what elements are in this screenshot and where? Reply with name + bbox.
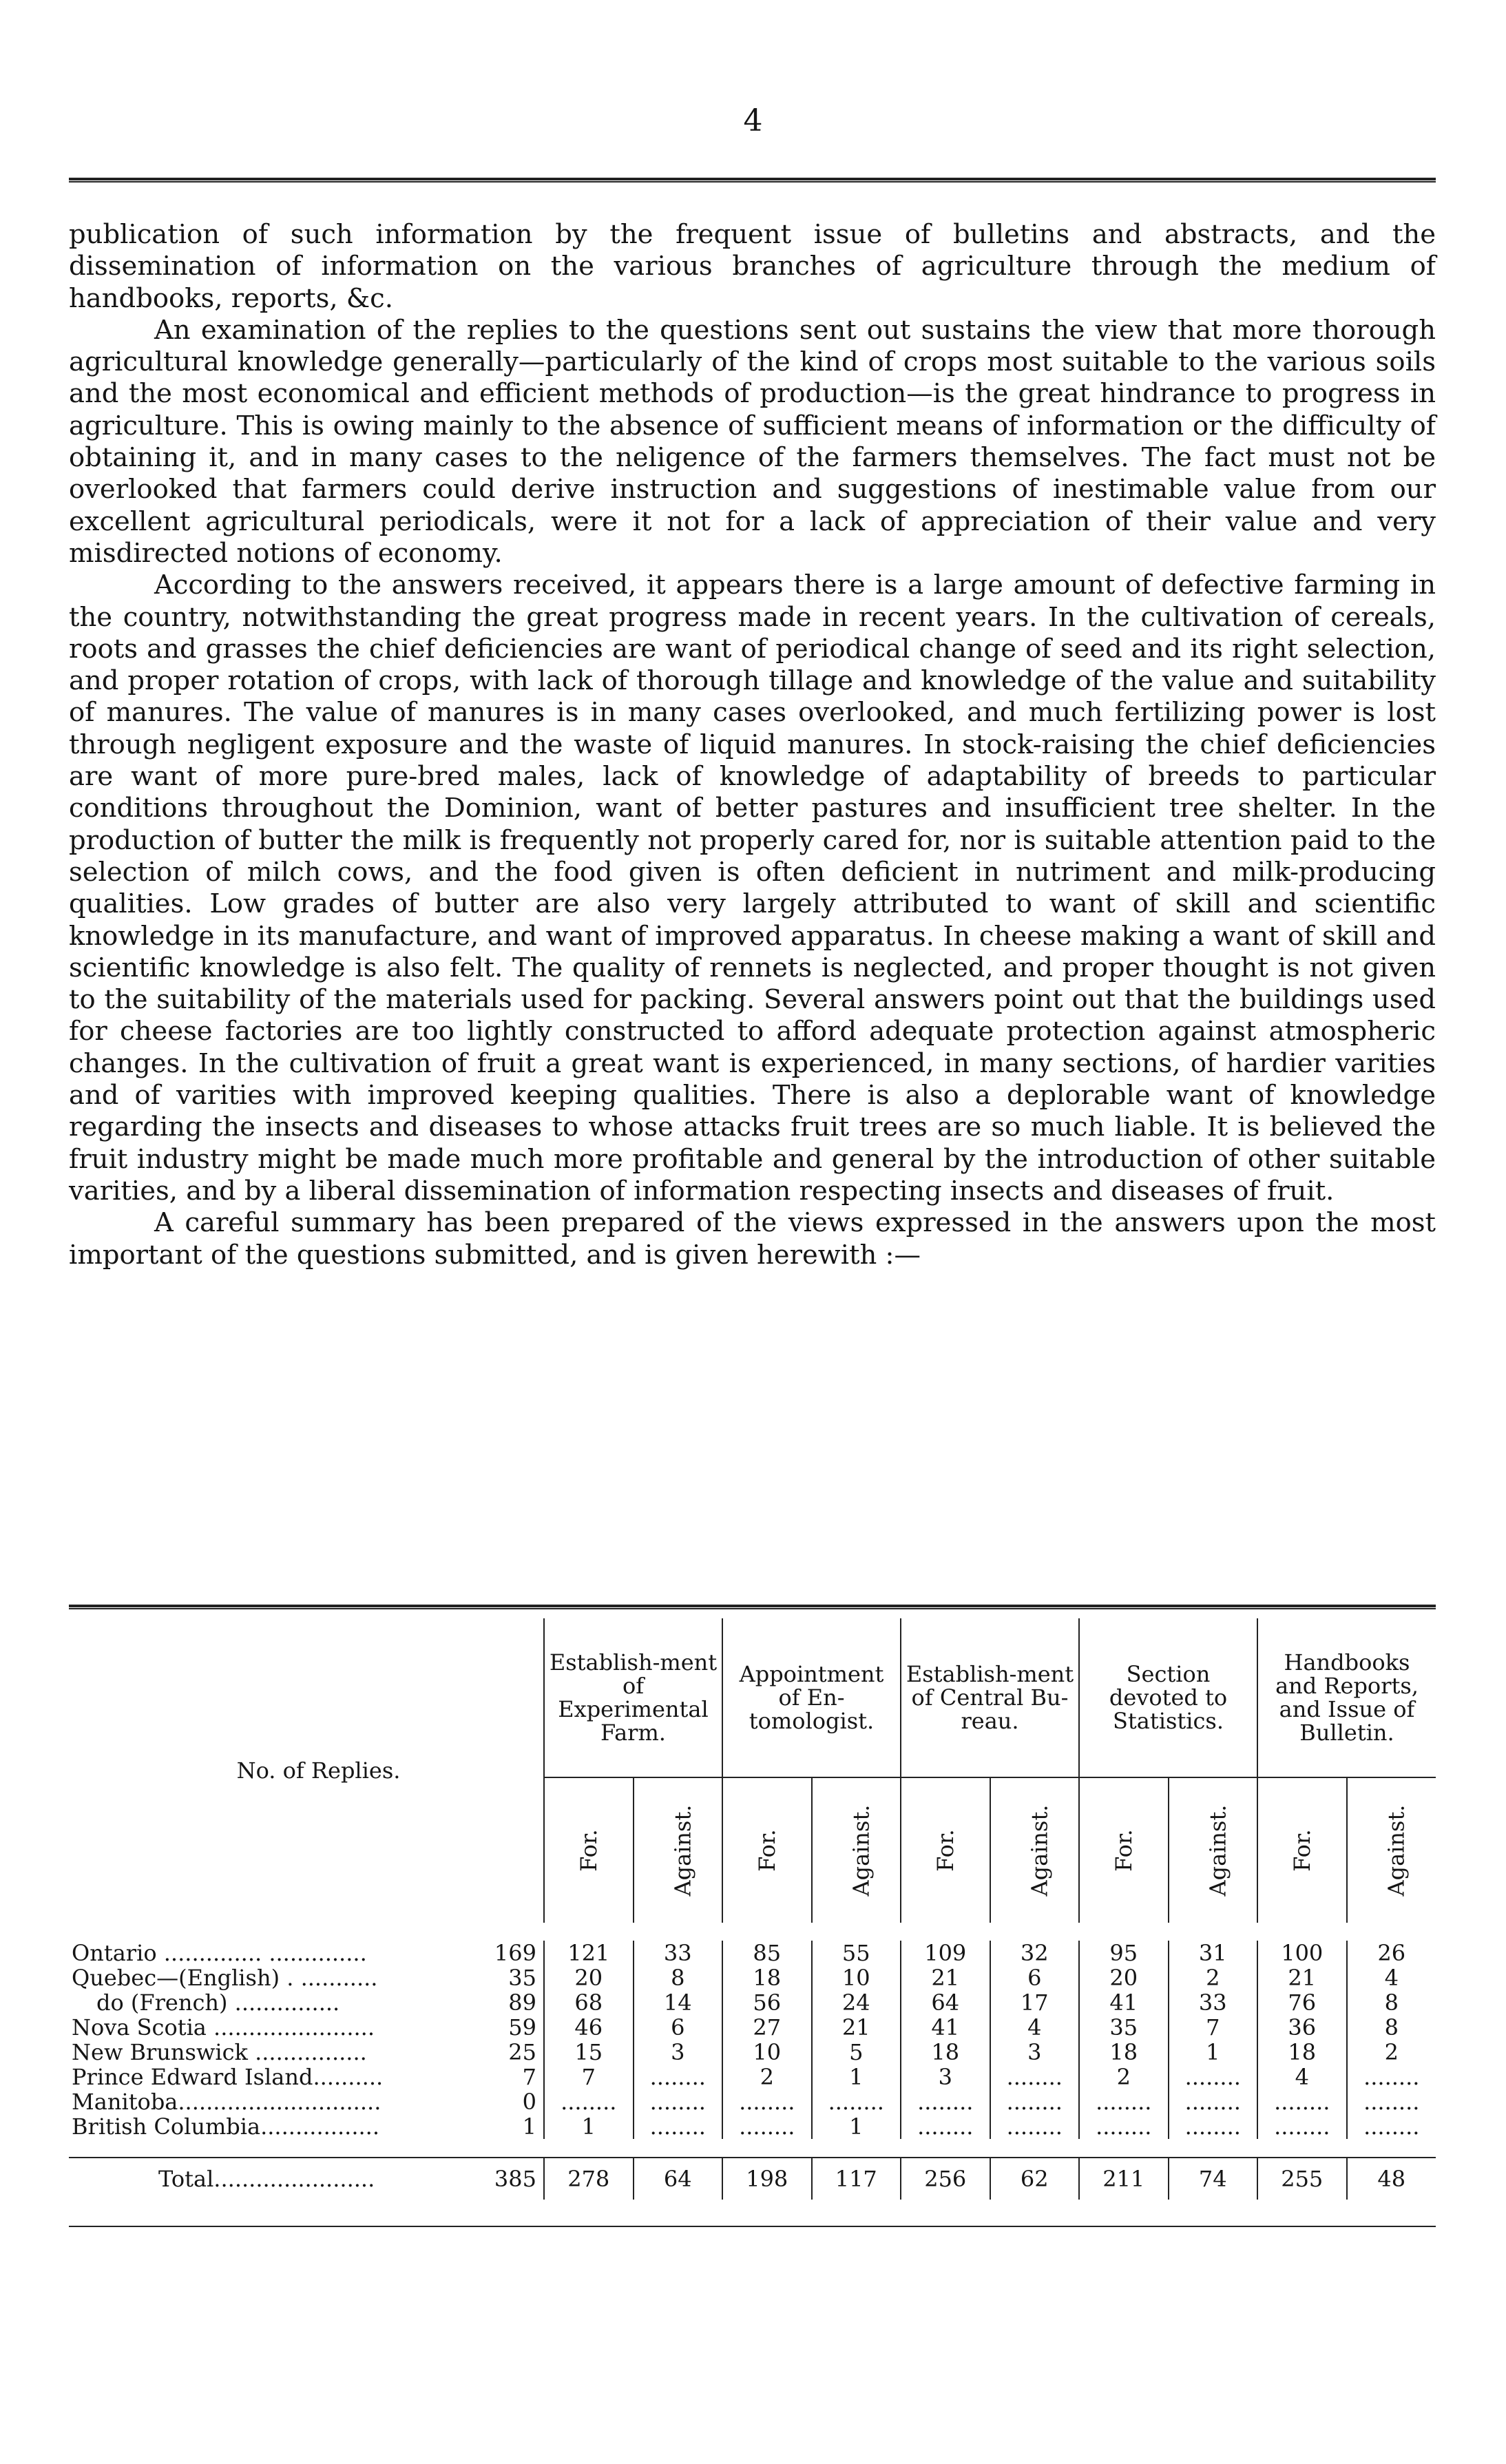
cell: 21	[812, 2015, 901, 2040]
cell: 32	[990, 1941, 1080, 1965]
cell: 4	[1347, 1965, 1436, 1990]
replies-count: 169	[494, 1940, 536, 1966]
row-label: Prince Edward Island..........	[72, 2065, 384, 2089]
total-cell: 64	[634, 2158, 723, 2200]
cell: 15	[544, 2040, 634, 2065]
total-cell: 117	[812, 2158, 901, 2200]
cell: 109	[901, 1941, 990, 1965]
cell: ........	[812, 2089, 901, 2114]
cell: ........	[901, 2089, 990, 2114]
row-label: New Brunswick ................	[72, 2040, 367, 2065]
total-cell: 48	[1347, 2158, 1436, 2200]
cell: 18	[1079, 2040, 1169, 2065]
cell: 36	[1257, 2015, 1347, 2040]
cell: ........	[1169, 2089, 1258, 2114]
row-label: Nova Scotia .......................	[72, 2015, 375, 2040]
table-row	[69, 2065, 1436, 2089]
entomologist-header: Appointment of En-tomologist.	[722, 1618, 901, 1777]
cell: 41	[1079, 1990, 1169, 2015]
handbooks-header: Handbooks and Reports, and Issue of Bulletin.	[1257, 1618, 1436, 1777]
cell: 4	[1257, 2065, 1347, 2089]
replies-table	[69, 1618, 1436, 2200]
table-row	[69, 2114, 1436, 2139]
cell: 5	[812, 2040, 901, 2065]
cell: ........	[544, 2089, 634, 2114]
row-label: Manitoba.............................	[72, 2089, 381, 2114]
cell: 31	[1169, 1941, 1258, 1965]
replies-count: 89	[508, 1990, 536, 2016]
page-number: 4	[743, 103, 763, 138]
cell: 20	[1079, 1965, 1169, 1990]
cell: ........	[634, 2114, 723, 2139]
paragraph-3: According to the answers received, it appears there is a large amount of defective farming in the country, notwithstanding the great progress made in recent years. In the cultivation of cereals, roots and grasses the chief deficiencies are want of periodical change of seed and its right selection, and proper rotation of crops, with lack of thorough tillage and knowledge of the value and suitability of manures. The value of manures is in many cases overlooked, and much fertilizing power is lost through negligent exposure and the waste of liquid manures. In stock-raising the chief deficiencies are want of more pure-bred males, lack of knowledge of adaptability of breeds to particular conditions throughout the Dominion, want of better pastures and insufficient tree shelter. In the production of butter the milk is frequently not properly cared for, nor is suitable attention paid to the selection of milch cows, and the food given is often deficient in nutriment and milk-producing qualities. Low grades of butter are also very largely attributed to want of skill and scientific knowledge in its manufacture, and want of improved apparatus. In cheese making a want of skill and scientific knowledge is also felt. The quality of rennets is neglected, and proper thought is not given to the suitability of the materials used for packing. Several answers point out that the buildings used for cheese factories are too lightly constructed to afford adequate protection against atmospheric changes. In the cultivation of fruit a great want is experienced, in many sections, of hardier varities and of varities with improved keeping qualities. There is also a deplorable want of knowledge regarding the insects and diseases to whose attacks fruit trees are so much liable. It is believed the fruit industry might be made much more profitable and general by the introduction of other suitable varities, and by a liberal dissemination of information respecting insects and diseases of fruit.	[69, 570, 1436, 1207]
cell: ........	[1079, 2089, 1169, 2114]
body-text	[69, 219, 1436, 1271]
row-label: Quebec—(English) . ...........	[72, 1965, 378, 1990]
table-spacer	[69, 2139, 1436, 2158]
cell: 1	[812, 2065, 901, 2089]
cell: ........	[722, 2114, 812, 2139]
cell: ........	[1347, 2114, 1436, 2139]
row-label: do (French) ...............	[96, 1990, 340, 2015]
cell: ........	[1347, 2089, 1436, 2114]
entomologist-for-header: For.	[722, 1777, 812, 1923]
cell: 2	[722, 2065, 812, 2089]
cell: 41	[901, 2015, 990, 2040]
cell: ........	[1079, 2114, 1169, 2139]
table-row	[69, 2040, 1436, 2065]
cell: 20	[544, 1965, 634, 1990]
replies-count: 59	[508, 2014, 536, 2040]
cell: ........	[901, 2114, 990, 2139]
bulletin-against-header: Against.	[1347, 1777, 1436, 1923]
replies-count: 35	[508, 1965, 536, 1991]
cell: 18	[901, 2040, 990, 2065]
cell: 1	[544, 2114, 634, 2139]
cell: ........	[1169, 2065, 1258, 2089]
cell: 18	[1257, 2040, 1347, 2065]
paragraph-2: An examination of the replies to the questions sent out sustains the view that more thorough agricultural knowledge generally—particularly of the kind of crops most suitable to the various soils and the most economical and efficient methods of production—is the great hindrance to progress in agriculture. This is owing mainly to the absence of sufficient means of information or the difficulty of obtaining it, and in many cases to the neligence of the farmers themselves. The fact must not be overlooked that farmers could derive instruction and suggestions of inestimable value from our excellent agricultural periodicals, were it not for a lack of appreciation of their value and very misdirected notions of economy.	[69, 314, 1436, 569]
statistics-for-header: For.	[1079, 1777, 1169, 1923]
cell: 21	[901, 1965, 990, 1990]
table-row	[69, 1941, 1436, 1965]
total-row	[69, 2158, 1436, 2200]
cell: 7	[544, 2065, 634, 2089]
cell: 55	[812, 1941, 901, 1965]
total-cell: 211	[1079, 2158, 1169, 2200]
bottom-rule	[69, 2226, 1436, 2227]
replies-count: 1	[522, 2113, 536, 2140]
row-label: British Columbia.................	[72, 2114, 379, 2139]
cell: 7	[1169, 2015, 1258, 2040]
bulletin-for-header: For.	[1257, 1777, 1347, 1923]
paragraph-1: publication of such information by the frequent issue of bulletins and abstracts, and the dissemination of information on the various branches of agriculture through the medium of handbooks, reports, &c.	[69, 219, 1436, 314]
replies-table-wrapper	[69, 1618, 1436, 2200]
cell: 24	[812, 1990, 901, 2015]
total-cell: 62	[990, 2158, 1080, 2200]
entomologist-against-header: Against.	[812, 1777, 901, 1923]
cell: 1	[1169, 2040, 1258, 2065]
table-row	[69, 2015, 1436, 2040]
bureau-for-header: For.	[901, 1777, 990, 1923]
cell: ........	[990, 2065, 1080, 2089]
cell: 27	[722, 2015, 812, 2040]
cell: ........	[1169, 2114, 1258, 2139]
total-cell: 278	[544, 2158, 634, 2200]
statistics-header: Section devoted to Statistics.	[1079, 1618, 1257, 1777]
cell: 8	[1347, 1990, 1436, 2015]
cell: 3	[901, 2065, 990, 2089]
cell: ........	[634, 2089, 723, 2114]
cell: ........	[1347, 2065, 1436, 2089]
total-cell: 255	[1257, 2158, 1347, 2200]
cell: ........	[990, 2089, 1080, 2114]
cell: 68	[544, 1990, 634, 2015]
farm-for-header: For.	[544, 1777, 634, 1923]
farm-against-header: Against.	[634, 1777, 723, 1923]
cell: ........	[1257, 2114, 1347, 2139]
cell: 33	[1169, 1990, 1258, 2015]
cell: 10	[722, 2040, 812, 2065]
table-spacer	[69, 1923, 1436, 1941]
cell: 2	[1079, 2065, 1169, 2089]
cell: 17	[990, 1990, 1080, 2015]
experimental-farm-header: Establish-ment of Experimental Farm.	[544, 1618, 722, 1777]
cell: 8	[634, 1965, 723, 1990]
cell: 26	[1347, 1941, 1436, 1965]
cell: ........	[634, 2065, 723, 2089]
table-row	[69, 1990, 1436, 2015]
total-cell: 74	[1169, 2158, 1258, 2200]
table-top-double-rule	[69, 1605, 1436, 1609]
cell: 76	[1257, 1990, 1347, 2015]
cell: 10	[812, 1965, 901, 1990]
cell: 100	[1257, 1941, 1347, 1965]
paragraph-4: A careful summary has been prepared of the views expressed in the answers upon the most important of the questions submitted, and is given herewith :—	[69, 1207, 1436, 1271]
cell: 3	[634, 2040, 723, 2065]
cell: 2	[1169, 1965, 1258, 1990]
no-of-replies-header: No. of Replies.	[236, 1757, 401, 1784]
cell: 6	[990, 1965, 1080, 1990]
cell: 95	[1079, 1941, 1169, 1965]
cell: ........	[1257, 2089, 1347, 2114]
total-cell: 256	[901, 2158, 990, 2200]
cell: 85	[722, 1941, 812, 1965]
cell: 2	[1347, 2040, 1436, 2065]
cell: 1	[812, 2114, 901, 2139]
total-cell: 198	[722, 2158, 812, 2200]
central-bureau-header: Establish-ment of Central Bu-reau.	[901, 1618, 1079, 1777]
cell: 56	[722, 1990, 812, 2015]
cell: 33	[634, 1941, 723, 1965]
replies-count: 25	[508, 2039, 536, 2065]
cell: 46	[544, 2015, 634, 2040]
statistics-against-header: Against.	[1169, 1777, 1258, 1923]
total-label: Total.......................	[69, 2158, 468, 2200]
top-double-rule	[69, 178, 1436, 182]
cell: 121	[544, 1941, 634, 1965]
cell: 64	[901, 1990, 990, 2015]
total-replies: 385	[468, 2158, 544, 2200]
cell: ........	[990, 2114, 1080, 2139]
replies-count: 7	[522, 2064, 536, 2090]
cell: 3	[990, 2040, 1080, 2065]
table-row	[69, 1965, 1436, 1990]
cell: 21	[1257, 1965, 1347, 1990]
cell: 4	[990, 2015, 1080, 2040]
row-label: Ontario .............. ..............	[72, 1941, 367, 1965]
cell: 14	[634, 1990, 723, 2015]
bureau-against-header: Against.	[990, 1777, 1080, 1923]
replies-count: 0	[522, 2089, 536, 2115]
cell: ........	[722, 2089, 812, 2114]
cell: 8	[1347, 2015, 1436, 2040]
cell: 18	[722, 1965, 812, 1990]
cell: 6	[634, 2015, 723, 2040]
cell: 35	[1079, 2015, 1169, 2040]
table-row	[69, 2089, 1436, 2114]
